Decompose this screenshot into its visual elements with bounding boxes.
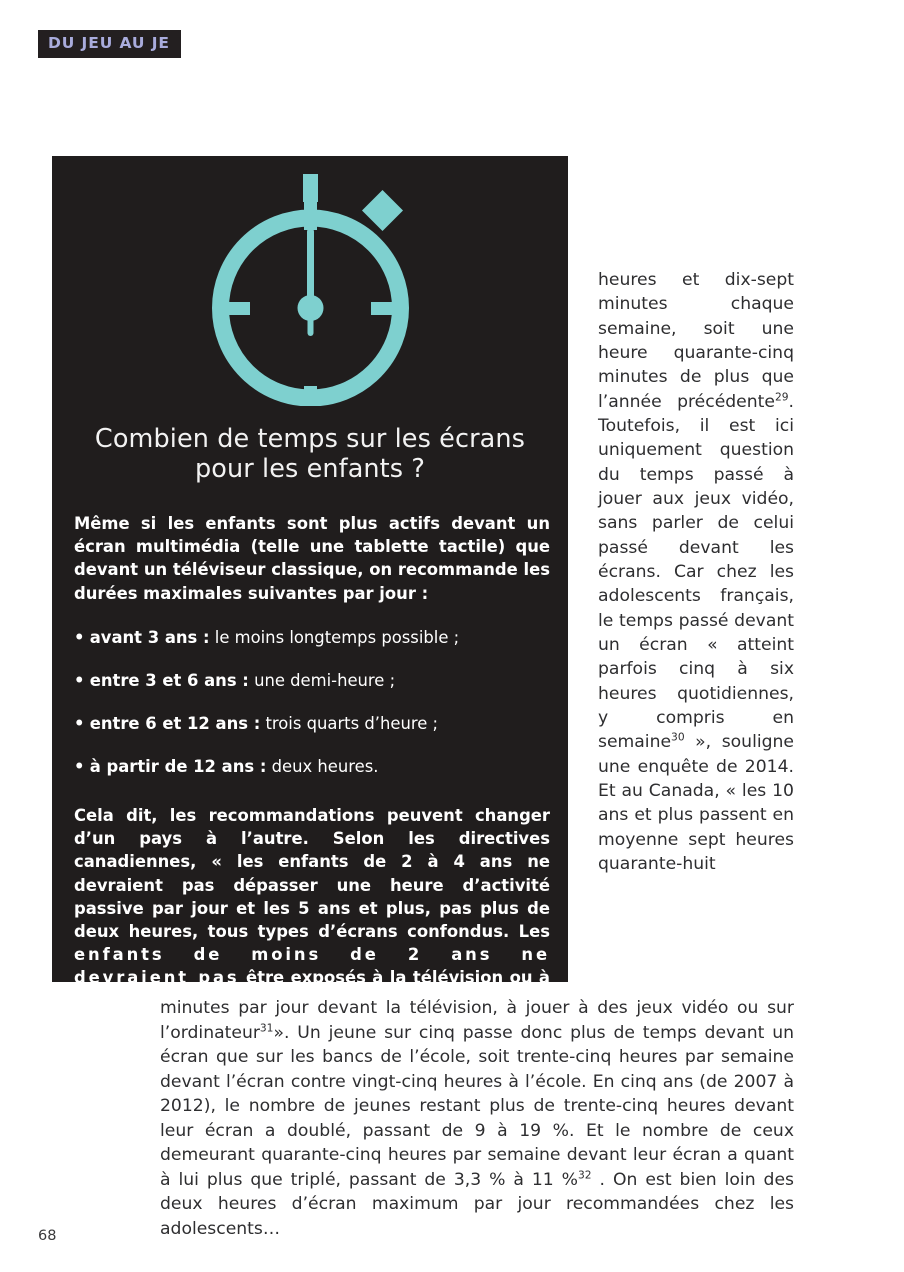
outro-stretched-line: enfants de moins de 2 ans ne devraient pas [74,944,550,988]
list-item-lead: entre 3 et 6 ans : [89,670,249,690]
page-number: 68 [38,1228,57,1244]
feature-outro-paragraph [74,804,550,1012]
list-item-lead: à partir de 12 ans : [89,757,267,777]
outro-part-2: être exposés à la télévision ou à l’ordinateur ». [74,968,550,1011]
side-text-column [598,268,794,876]
list-bullet: • [74,713,85,733]
stopwatch-icon [203,174,418,406]
list-item-rest: le moins longtemps possible ; [209,627,460,647]
list-bullet: • [74,670,85,690]
side-text-c: », souligne une enquête de 2014. Et au Canada, « les 10 ans et plus passent en moyenne sept heures quarante-huit [598,732,794,874]
list-item-lead: avant 3 ans : [89,627,210,647]
feature-box [52,156,568,1011]
list-item-lead: entre 6 et 12 ans : [89,713,261,733]
running-head-banner: DU JEU AU JE [38,30,181,58]
stopwatch-icon-container [52,156,568,406]
outro-part-1: Cela dit, les recommandations peuvent changer d’un pays à l’autre. Selon les directives canadiennes, « les enfants de 2 à 4 ans ne devraient pas dépasser une heure d’activité passive par jour et les 5 ans et plus, pas plus de deux heures, tous types d’écrans confondus. Les [74,806,550,941]
bottom-paragraph [160,996,794,1241]
bottom-text-column [160,996,794,1241]
list-item-rest: une demi-heure ; [248,670,396,690]
footnote-ref-31: 31 [259,1020,274,1034]
list-item [74,713,550,735]
list-item [74,756,550,778]
feature-intro-paragraph: Même si les enfants sont plus actifs devant un écran multimédia (telle une tablette tactile) que devant un téléviseur classique, on recommande les durées maximales suivantes par jour : [74,514,550,603]
list-item-rest: trois quarts d’heure ; [260,713,439,733]
side-text-a: heures et dix-sept minutes chaque semaine, soit une heure quarante-cinq minutes de plus que l’année précédente [598,270,794,412]
feature-body [52,512,568,1012]
footnote-ref-30: 30 [671,730,685,744]
bottom-text-a: minutes par jour devant la télévision, à jouer à des jeux vidéo ou sur l’ordinateur [160,998,794,1043]
side-paragraph [598,268,794,876]
bottom-text-c: . On est bien loin des deux heures d’écran maximum par jour recommandées chez les adolescents… [160,1169,794,1239]
list-item [74,627,550,649]
footnote-ref-29: 29 [774,389,789,403]
footnote-ref-32: 32 [578,1167,592,1181]
list-item-rest: deux heures. [266,757,379,777]
list-bullet: • [74,757,85,777]
feature-title: Combien de temps sur les écrans pour les enfants ? [94,424,526,485]
side-text-b: . Toutefois, il est ici uniquement question du temps passé à jouer aux jeux vidéo, sans parler de celui passé devant les écrans. Car chez les adolescents français, le temps passé devant un écran « atteint parfois cinq à six heures quotidiennes, y compris en semaine [598,391,794,753]
list-bullet: • [74,627,85,647]
recommendation-list [74,627,550,779]
list-item [74,670,550,692]
bottom-text-b: ». Un jeune sur cinq passe donc plus de temps devant un écran que sur les bancs de l’école, soit trente-cinq heures par semaine devant l’écran contre vingt-cinq heures à l’école. En cinq ans (de 2007 à 2012), le nombre de jeunes restant plus de trente-cinq heures devant leur écran a doublé, passant de 9 à 19 %. Et le nombre de ceux demeurant quarante-cinq heures par semaine devant leur écran a quant à lui plus que triplé, passant de 3,3 % à 11 % [160,1022,794,1190]
